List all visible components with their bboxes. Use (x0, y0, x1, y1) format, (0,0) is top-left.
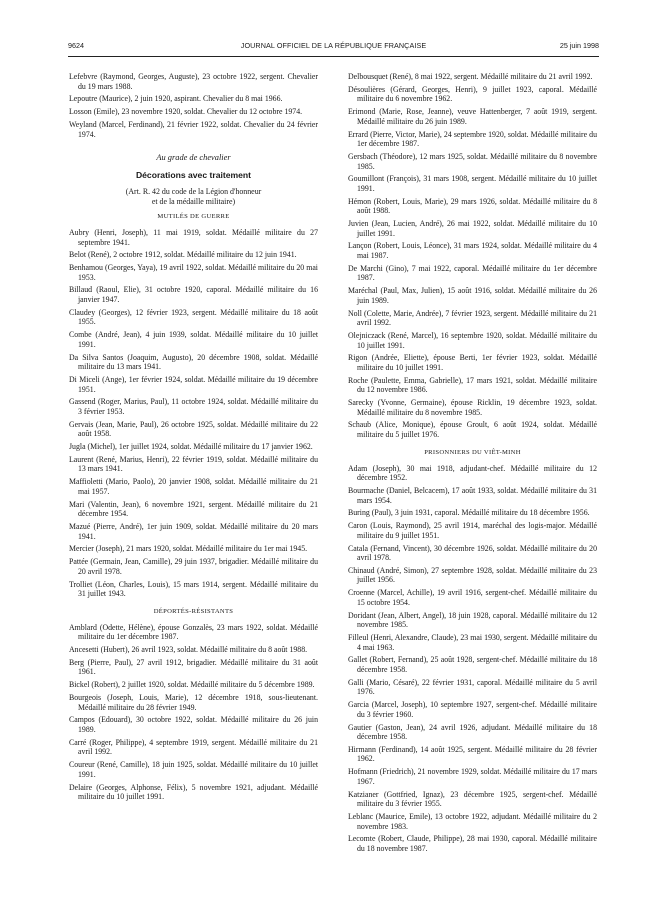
list-entry: Doridant (Jean, Albert, Angel), 18 juin 1928, caporal. Médaillé militaire du 12 novembre 1985. (348, 610, 597, 630)
list-entry: Leblanc (Maurice, Emile), 13 octobre 1922, adjudant. Médaillé militaire du 2 novembre 1983. (348, 812, 597, 831)
header-rule (68, 56, 599, 57)
list-entry: Amblard (Odette, Hélène), épouse Gonzalès, 23 mars 1922, soldat. Médaillé militaire du 1er décembre 1987. (69, 622, 318, 642)
list-entry: Gautier (Gaston, Jean), 24 avril 1926, adjudant. Médaillé militaire du 18 décembre 1958. (348, 722, 597, 742)
page-number: 9624 (68, 41, 84, 50)
list-entry: Weyland (Marcel, Ferdinand), 21 février 1922, soldat. Chevalier du 24 février 1974. (69, 119, 318, 139)
deportes-list (69, 623, 318, 802)
list-entry: Garcia (Marcel, Joseph), 10 septembre 1927, sergent-chef. Médaillé militaire du 3 février 1960. (348, 700, 597, 719)
list-entry: Laurent (René, Marius, Henri), 22 février 1919, soldat. Médaillé militaire du 13 mars 1941. (69, 454, 318, 474)
list-entry: Lançon (Robert, Louis, Léonce), 31 mars 1924, soldat. Médaillé militaire du 4 mai 1987. (348, 241, 597, 260)
list-entry: Buring (Paul), 3 juin 1931, caporal. Médaillé militaire du 18 décembre 1956. (348, 508, 590, 518)
prisonniers-list (348, 464, 597, 854)
list-entry: Rigon (Andrée, Eliette), épouse Berti, 1er février 1923, soldat. Médaillé militaire du 10 juillet 1991. (348, 353, 597, 372)
list-entry: Coureur (René, Camille), 18 juin 1925, soldat. Médaillé militaire du 10 juillet 1991. (69, 760, 318, 779)
decorations-heading: Décorations avec traitement (135, 170, 252, 181)
list-entry: Galli (Mario, Césaré), 22 février 1931, caporal. Médaillé militaire du 5 avril 1976. (348, 677, 597, 697)
list-entry: Maréchal (Paul, Max, Julien), 15 août 1916, soldat. Médaillé militaire du 26 juin 1989. (348, 286, 597, 305)
list-entry: Lefebvre (Raymond, Georges, Auguste), 23 octobre 1922, sergent. Chevalier du 19 mars 1988. (69, 72, 318, 91)
list-entry: Désoulières (Gérard, Georges, Henri), 9 juillet 1923, caporal. Médaillé militaire du 6 novembre 1962. (348, 84, 597, 104)
article-reference: (Art. R. 42 du code de la Légion d'honneur et de la médaille militaire) (125, 187, 262, 206)
mutiles-list (69, 228, 318, 599)
list-entry: Filleul (Henri, Alexandre, Claude), 23 mai 1930, sergent. Médaillé militaire du 4 mai 1963. (348, 633, 597, 652)
list-entry: Aubry (Henri, Joseph), 11 mai 1919, soldat. Médaillé militaire du 27 septembre 1941. (69, 227, 318, 247)
left-column (69, 72, 318, 805)
list-entry: Delaire (Georges, Alphonse, Félix), 5 novembre 1921, adjudant. Médaillé militaire du 10 juillet 1991. (69, 782, 318, 802)
list-entry: Campos (Edouard), 30 octobre 1922, soldat. Médaillé militaire du 26 juin 1989. (69, 715, 318, 734)
list-entry: Errard (Pierre, Victor, Marie), 24 septembre 1920, soldat. Médaillé militaire du 1er décembre 1987. (348, 129, 597, 149)
list-entry: Sarecky (Yvonne, Germaine), épouse Ricklin, 19 décembre 1923, soldat. Médaillé militaire du 8 novembre 1985. (348, 398, 597, 417)
list-entry: Jugla (Michel), 1er juillet 1924, soldat. Médaillé militaire du 17 janvier 1962. (69, 442, 313, 452)
list-entry: Carré (Roger, Philippe), 4 septembre 1919, sergent. Médaillé militaire du 21 avril 1992. (69, 737, 318, 757)
list-entry: Claudey (Georges), 12 février 1923, sergent. Médaillé militaire du 18 août 1955. (69, 307, 318, 327)
section-mutiles: MUTILÉS DE GUERRE (157, 212, 230, 220)
list-entry: Katzianer (Gottfried, Ignaz), 23 décembre 1925, sergent-chef. Médaillé militaire du 3 février 1955. (348, 789, 597, 809)
list-entry: Maffioletti (Mario, Paolo), 20 janvier 1908, soldat. Médaillé militaire du 21 mai 1957. (69, 477, 318, 496)
list-entry: Goumillont (François), 31 mars 1908, sergent. Médaillé militaire du 10 juillet 1991. (348, 174, 597, 193)
list-entry: Gersbach (Théodore), 12 mars 1925, soldat. Médaillé militaire du 8 novembre 1985. (348, 151, 597, 171)
list-entry: Trolliet (Léon, Charles, Louis), 15 mars 1914, sergent. Médaillé militaire du 31 juillet 1943. (69, 579, 318, 599)
list-entry: De Marchi (Gino), 7 mai 1922, caporal. Médaillé militaire du 1er décembre 1987. (348, 263, 597, 283)
grade-subtitle: Au grade de chevalier (156, 153, 231, 163)
list-entry: Losson (Emile), 23 novembre 1920, soldat. Chevalier du 12 octobre 1974. (69, 107, 303, 117)
list-entry: Ancesetti (Hubert), 26 avril 1923, soldat. Médaillé militaire du 8 août 1988. (69, 645, 308, 655)
list-entry: Lepoutre (Maurice), 2 juin 1920, aspirant. Chevalier du 8 mai 1966. (69, 94, 283, 104)
list-entry: Mazué (Pierre, André), 1er juin 1909, soldat. Médaillé militaire du 20 mars 1941. (69, 522, 318, 541)
list-entry: Berg (Pierre, Paul), 27 avril 1912, brigadier. Médaillé militaire du 31 août 1961. (69, 657, 318, 677)
list-entry: Da Silva Santos (Joaquim, Augusto), 20 décembre 1908, soldat. Médaillé militaire du 13 mars 1941. (69, 352, 318, 372)
list-entry: Gallet (Robert, Fernand), 25 août 1928, sergent-chef. Médaillé militaire du 18 décembre 1958. (348, 655, 597, 674)
list-entry: Hémon (Robert, Louis, Marie), 29 mars 1926, soldat. Médaillé militaire du 8 août 1988. (348, 196, 597, 216)
right-column (348, 72, 597, 857)
list-entry: Gassend (Roger, Marius, Paul), 11 octobre 1924, soldat. Médaillé militaire du 3 février 1953. (69, 397, 318, 416)
list-entry: Billaud (Raoul, Elie), 31 octobre 1920, caporal. Médaillé militaire du 16 janvier 1947. (69, 285, 318, 305)
list-entry: Schaub (Alice, Monique), épouse Groult, 6 août 1924, soldat. Médaillé militaire du 5 juillet 1976. (348, 420, 597, 439)
list-entry: Croenne (Marcel, Achille), 19 avril 1916, sergent-chef. Médaillé militaire du 15 octobre 1954. (348, 588, 597, 607)
list-entry: Mercier (Joseph), 21 mars 1920, soldat. Médaillé militaire du 1er mai 1945. (69, 544, 308, 554)
list-entry: Hirmann (Ferdinand), 14 août 1925, sergent. Médaillé militaire du 28 février 1962. (348, 744, 597, 764)
page-header (68, 39, 599, 53)
list-entry: Olejniczack (René, Marcel), 16 septembre 1920, soldat. Médaillé militaire du 10 juillet 1991. (348, 330, 597, 350)
list-entry: Erimond (Marie, Rose, Jeanne), veuve Hattenberger, 7 août 1919, sergent. Médaillé militaire du 26 juin 1989. (348, 107, 597, 126)
list-entry: Benhamou (Georges, Yaya), 19 avril 1922, soldat. Médaillé militaire du 20 mai 1953. (69, 263, 318, 282)
list-entry: Noll (Colette, Marie, Andrée), 7 février 1923, sergent. Médaillé militaire du 21 avril 1992. (348, 308, 597, 328)
continued-list (348, 72, 597, 440)
journal-title: JOURNAL OFFICIEL DE LA RÉPUBLIQUE FRANÇAISE (240, 41, 427, 50)
list-entry: Belot (René), 2 octobre 1912, soldat. Médaillé militaire du 12 juin 1941. (69, 250, 297, 260)
list-entry: Mari (Valentin, Jean), 6 novembre 1921, sergent. Médaillé militaire du 21 décembre 1954. (69, 499, 318, 519)
list-entry: Bourgeois (Joseph, Louis, Marie), 12 décembre 1918, sous-lieutenant. Médaillé militaire du 28 février 1949. (69, 693, 318, 712)
list-entry: Pattée (Germain, Jean, Camille), 29 juin 1937, brigadier. Médaillé militaire du 20 avril 1978. (69, 557, 318, 576)
section-deportes: DÉPORTÉS-RÉSISTANTS (153, 607, 234, 615)
list-entry: Chinaud (André, Simon), 27 septembre 1928, soldat. Médaillé militaire du 23 juillet 1956. (348, 565, 597, 585)
list-entry: Bickel (Robert), 2 juillet 1920, soldat. Médaillé militaire du 5 décembre 1989. (69, 680, 315, 690)
issue-date: 25 juin 1998 (559, 41, 599, 50)
list-entry: Roche (Paulette, Emma, Gabrielle), 17 mars 1921, soldat. Médaillé militaire du 12 novembre 1986. (348, 375, 597, 395)
list-entry: Caron (Louis, Raymond), 25 avril 1914, maréchal des logis-major. Médaillé militaire du 9 juillet 1951. (348, 521, 597, 540)
intro-list (69, 72, 318, 139)
list-entry: Catala (Fernand, Vincent), 30 décembre 1926, soldat. Médaillé militaire du 20 avril 1978. (348, 543, 597, 563)
list-entry: Gervais (Jean, Marie, Paul), 26 octobre 1925, soldat. Médaillé militaire du 22 août 1958. (69, 419, 318, 439)
list-entry: Hofmann (Friedrich), 21 novembre 1929, soldat. Médaillé militaire du 17 mars 1967. (348, 767, 597, 786)
list-entry: Di Miceli (Ange), 1er février 1924, soldat. Médaillé militaire du 19 décembre 1951. (69, 374, 318, 394)
list-entry: Lecomte (Robert, Claude, Philippe), 28 mai 1930, caporal. Médaillé militaire du 18 novembre 1987. (348, 834, 597, 853)
list-entry: Combe (André, Jean), 4 juin 1939, soldat. Médaillé militaire du 10 juillet 1991. (69, 330, 318, 349)
list-entry: Bourmache (Daniel, Belcacem), 17 août 1933, soldat. Médaillé militaire du 31 mars 1954. (348, 485, 597, 505)
section-prisonniers: PRISONNIERS DU VIÊT-MINH (424, 448, 521, 456)
list-entry: Delbousquet (René), 8 mai 1922, sergent. Médaillé militaire du 21 avril 1992. (348, 72, 593, 81)
list-entry: Adam (Joseph), 30 mai 1918, adjudant-chef. Médaillé militaire du 12 décembre 1952. (348, 463, 597, 483)
list-entry: Juvien (Jean, Lucien, André), 26 mai 1922, soldat. Médaillé militaire du 10 juillet 1991. (348, 219, 597, 238)
